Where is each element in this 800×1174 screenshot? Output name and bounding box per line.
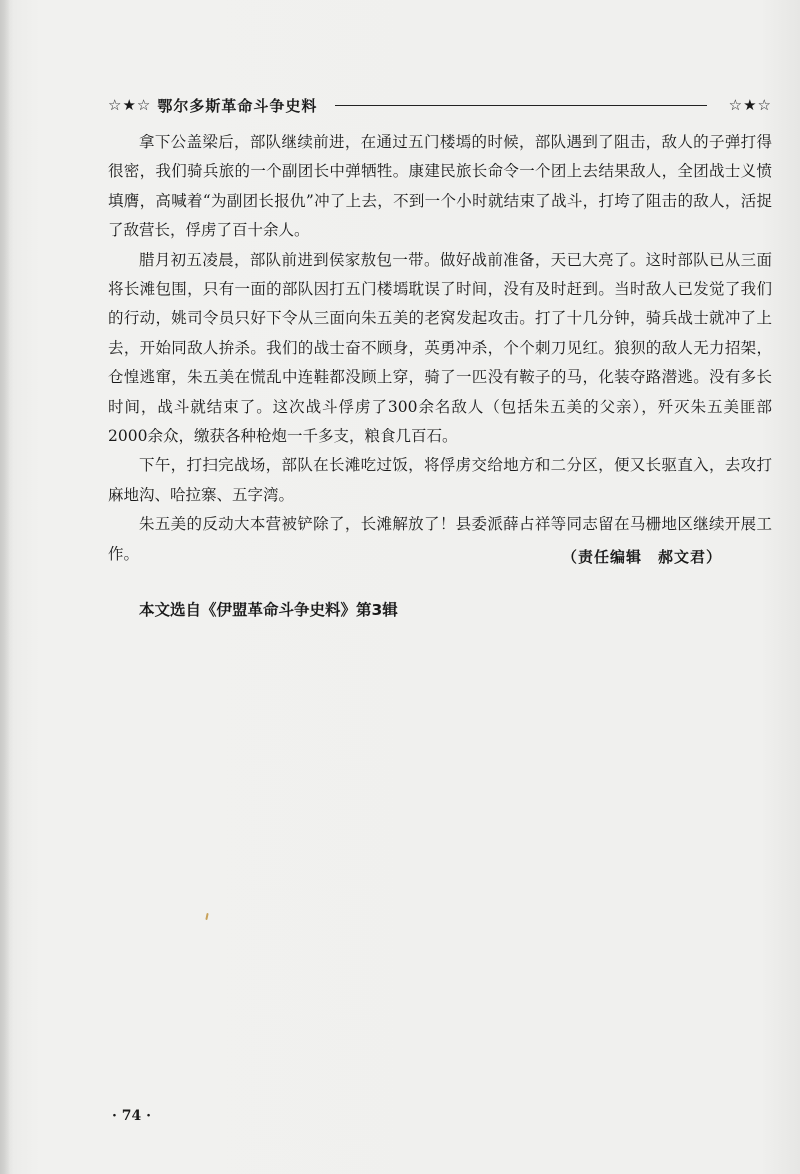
scan-edge-shadow: [0, 0, 10, 1174]
header-stars-left: ☆★☆: [108, 96, 152, 114]
paragraph: 下午，打扫完战场，部队在长滩吃过饭，将俘虏交给地方和二分区，便又长驱直入，去攻打麻地沟、哈拉寨、五字湾。: [108, 456, 772, 504]
header-stars-right: ☆★☆: [728, 96, 772, 114]
paragraph: 腊月初五凌晨，部队前进到侯家敖包一带。做好战前准备，天已大亮了。这时部队已从三面将长滩包围，只有一面的部队因打五门楼墕耽误了时间，没有及时赶到。当时敌人已发觉了我们的行动，姚司令员只好下令从三面向朱五美的老窝发起攻击。打了十几分钟，骑兵战士就冲了上去，开始同敌人拚杀。我们的战士奋不顾身，英勇冲杀，个个刺刀见红。狼狈的敌人无力招架，仓惶逃窜，朱五美在慌乱中连鞋都没顾上穿，骑了一匹没有鞍子的马，化装夺路潜逃。没有多长时间，战斗就结束了。这次战斗俘虏了300余名敌人（包括朱五美的父亲），歼灭朱五美匪部2000余众，缴获各种枪炮一千多支，粮食几百石。: [108, 250, 772, 446]
paper-speck: [205, 913, 208, 920]
paragraph: 拿下公盖梁后，部队继续前进，在通过五门楼墕的时候，部队遇到了阻击，敌人的子弹打得很密，我们骑兵旅的一个副团长中弹牺牲。康建民旅长命令一个团上去结果敌人，全团战士义愤填膺，高喊着“为副团长报仇”冲了上去，不到一个小时就结束了战斗，打垮了阻击的敌人，活捉了敌营长，俘虏了百十余人。: [108, 133, 772, 240]
header-title: 鄂尔多斯革命斗争史料: [157, 96, 318, 115]
paragraph: 朱五美的反动大本营被铲除了，长滩解放了！县委派薛占祥等同志留在马栅地区继续开展工作。: [108, 515, 772, 563]
editor-note: （责任编辑 郝文君）: [561, 548, 722, 566]
running-header: [108, 94, 772, 116]
source-note: 本文选自《伊盟革命斗争史料》第3辑: [139, 601, 398, 619]
page-number: · 74 ·: [112, 1108, 151, 1124]
body-text: [108, 128, 772, 569]
header-rule: [335, 105, 706, 106]
